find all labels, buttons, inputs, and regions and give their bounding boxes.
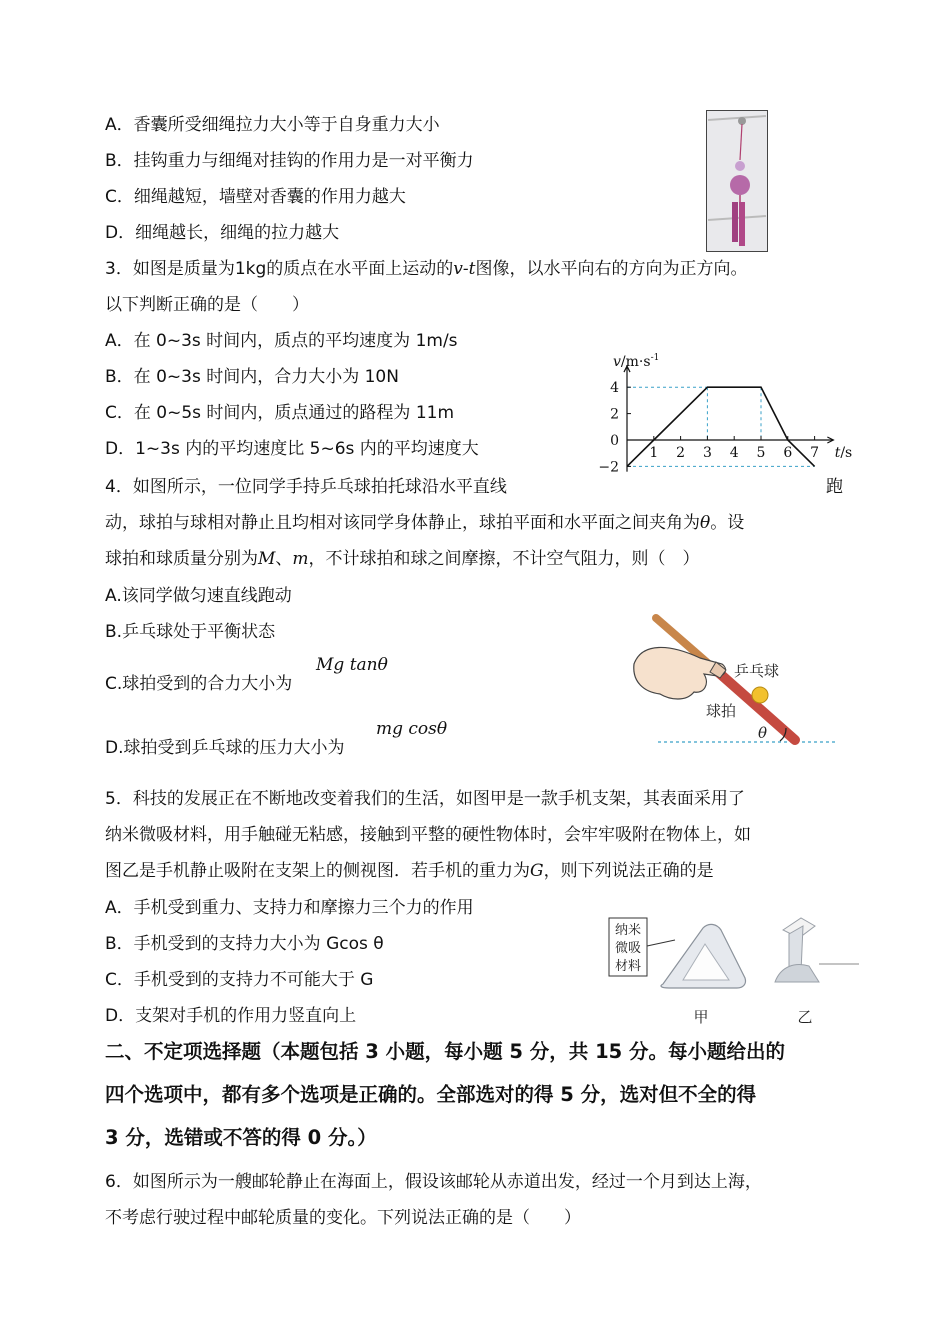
q3-stem-line1: 3．如图是质量为1kg的质点在水平面上运动的v-t图像，以水平向右的方向为正方向。 — [105, 259, 748, 279]
vt-y-tick-label: 0 — [610, 433, 619, 449]
sachet-figure — [706, 110, 768, 252]
paddle-fig-ball-label: 乒乓球 — [734, 662, 780, 680]
stand-fig-jia-label: 甲 — [693, 1008, 709, 1026]
stand-fig-yi-label: 乙 — [797, 1008, 813, 1026]
q4-option-d: D.球拍受到乒乓球的压力大小为 — [105, 738, 345, 758]
q5-option-b: B．手机受到的支持力大小为 Gcos θ — [105, 934, 384, 954]
q3-option-a: A．在 0~3s 时间内，质点的平均速度为 1m/s — [105, 331, 458, 351]
q4-option-c: C.球拍受到的合力大小为 — [105, 674, 293, 694]
vt-x-tick-label: 1 — [649, 445, 659, 461]
q4-formula-d: mg cosθ — [376, 719, 448, 739]
vt-x-tick-label: 4 — [729, 445, 739, 461]
vt-y-tick-label: 2 — [610, 406, 619, 423]
q6-stem-line2: 不考虑行驶过程中邮轮质量的变化。下列说法正确的是（ ） — [105, 1208, 581, 1228]
q5-option-a: A．手机受到重力、支持力和摩擦力三个力的作用 — [105, 898, 474, 918]
q5-option-d: D．支架对手机的作用力竖直向上 — [105, 1006, 357, 1026]
q4-option-a: A.该同学做匀速直线跑动 — [105, 586, 292, 606]
vt-x-tick-label: 5 — [756, 445, 766, 461]
q3-option-d: D．1~3s 内的平均速度比 5~6s 内的平均速度大 — [105, 439, 479, 459]
q3-option-c: C．在 0~5s 时间内，质点通过的路程为 11m — [105, 403, 455, 423]
q2-option-c: C．细绳越短，墙壁对香囊的作用力越大 — [105, 187, 406, 207]
vt-y-tick-label: 4 — [610, 380, 619, 397]
paddle-figure — [630, 612, 845, 752]
vt-x-tick-label: 6 — [783, 445, 793, 461]
q6-stem-line1: 6．如图所示为一艘邮轮静止在海面上，假设该邮轮从赤道出发，经过一个月到达上海， — [105, 1172, 762, 1192]
section2-heading-line1: 二、不定项选择题（本题包括 3 小题，每小题 5 分，共 15 分。每小题给出的 — [105, 1040, 786, 1063]
paddle-fig-theta-label: θ — [758, 724, 768, 742]
section2-heading-line3: 3 分，选错或不答的得 0 分。） — [105, 1126, 377, 1149]
q3-stem-line2: 以下判断正确的是（ ） — [105, 295, 309, 315]
q4-stem-line2: 动，球拍与球相对静止且均相对该同学身体静止，球拍平面和水平面之间夹角为θ。设 — [105, 513, 745, 533]
q4-option-b: B.乒乓球处于平衡状态 — [105, 622, 276, 642]
q2-option-d: D．细绳越长，细绳的拉力越大 — [105, 223, 340, 243]
q4-formula-c: Mg tanθ — [316, 655, 388, 675]
vt-x-axis-label: t/s — [834, 445, 853, 461]
phone-stand-figure — [605, 908, 863, 1030]
q5-option-c: C．手机受到的支持力不可能大于 G — [105, 970, 374, 990]
q4-stem-line3: 球拍和球质量分别为M、m，不计球拍和球之间摩擦，不计空气阻力，则（ ） — [105, 549, 700, 569]
vt-chart — [575, 350, 853, 476]
q4-stem-line1: 4．如图所示，一位同学手持乒乓球拍托球沿水平直线 — [105, 477, 507, 497]
stand-fig-box-line2: 微吸 — [614, 941, 642, 956]
stand-fig-box-line3: 材料 — [614, 959, 642, 974]
vt-x-tick-label: 7 — [810, 445, 820, 461]
vt-y-tick-label: −2 — [598, 459, 619, 476]
vt-y-axis-label: $v/m\cdot s^{-1}$ — [613, 353, 660, 370]
section2-heading-line2: 四个选项中，都有多个选项是正确的。全部选对的得 5 分，选对但不全的得 — [105, 1083, 757, 1106]
vt-x-tick-label: 2 — [676, 445, 686, 461]
vt-x-tick-label: 3 — [702, 445, 712, 461]
q2-option-b: B．挂钩重力与细绳对挂钩的作用力是一对平衡力 — [105, 151, 474, 171]
paddle-fig-paddle-label: 球拍 — [706, 702, 737, 720]
q2-option-a: A．香囊所受细绳拉力大小等于自身重力大小 — [105, 115, 440, 135]
q5-stem-line3: 图乙是手机静止吸附在支架上的侧视图．若手机的重力为G，则下列说法正确的是 — [105, 861, 714, 881]
q5-stem-line1: 5．科技的发展正在不断地改变着我们的生活，如图甲是一款手机支架，其表面采用了 — [105, 789, 745, 809]
stand-fig-box-line1: 纳米 — [614, 923, 642, 938]
q5-stem-line2: 纳米微吸材料，用手触碰无粘感，接触到平整的硬性物体时，会牢牢吸附在物体上，如 — [105, 825, 751, 845]
q3-option-b: B．在 0~3s 时间内，合力大小为 10N — [105, 367, 399, 387]
q4-stem-line1-end: 跑 — [826, 477, 843, 497]
